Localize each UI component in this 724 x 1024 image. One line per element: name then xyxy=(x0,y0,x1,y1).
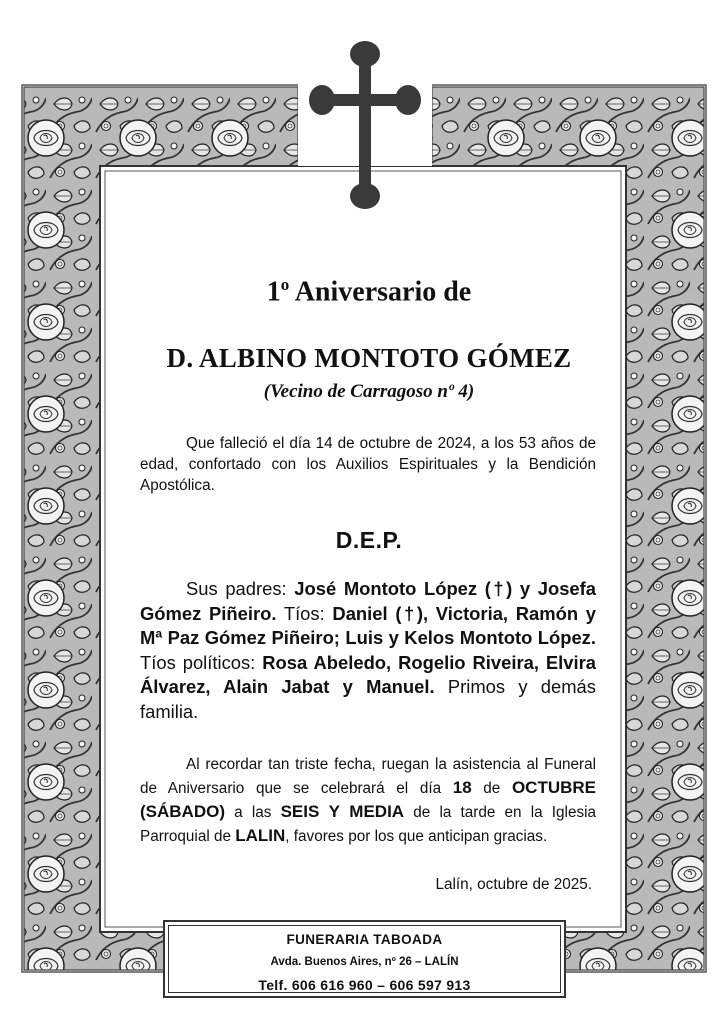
closing-date: Lalín, octubre de 2025. xyxy=(435,876,592,893)
funeral-home-name: FUNERARIA TABOADA xyxy=(286,932,443,947)
parents-label: Sus padres: xyxy=(186,578,295,599)
funeral-text-4: de la tarde en la Iglesia Parroquial de xyxy=(140,804,597,845)
funeral-text-3: a las xyxy=(225,804,281,821)
cross-icon xyxy=(308,40,422,212)
funeral-place: LALIN xyxy=(235,826,286,845)
other-family: Primos y demás familia. xyxy=(140,676,596,722)
anniversary-heading xyxy=(140,275,598,308)
funeral-home-address: Avda. Buenos Aires, nº 26 – LALÍN xyxy=(270,956,459,968)
anniversary-number: 1 xyxy=(266,276,281,308)
funeral-day: 18 xyxy=(452,778,472,797)
inlaws-label: Tíos políticos: xyxy=(140,651,263,673)
funeral-time: SEIS Y MEDIA xyxy=(280,802,405,821)
death-notice: Que falleció el día 14 de octubre de 2024, a los 53 años de edad, confortado con los Auxilios Espirituales y la Bendición Apostólica. xyxy=(140,435,596,494)
funeral-text-5: , favores por los que anticipan gracias. xyxy=(285,828,548,845)
funeral-month: OCTUBRE (SÁBADO) xyxy=(140,778,596,821)
funeral-text-2: de xyxy=(471,780,512,797)
family-paragraph xyxy=(140,577,596,724)
deceased-residence: (Vecino de Carragoso nº 4) xyxy=(263,381,475,402)
inlaws-names: Rosa Abeledo, Rogelio Riveira, Elvira Álvarez, Alain Jabat y Manuel. xyxy=(140,651,596,697)
dep-heading: D.E.P. xyxy=(335,527,403,553)
ordinal-mark: o xyxy=(280,275,290,294)
funeral-home-box xyxy=(163,920,566,998)
anniversary-text: Aniversario de xyxy=(289,276,472,308)
funeral-paragraph xyxy=(140,753,596,848)
parents-names: José Montoto López (†) y Josefa Gómez Piñeiro. xyxy=(140,578,596,624)
uncles-label: Tíos: xyxy=(276,602,333,624)
funeral-text-1: Al recordar tan triste fecha, ruegan la asistencia al Funeral de Aniversario que se celebrará el día xyxy=(140,756,596,797)
funeral-home-phone: Telf. 606 616 960 – 606 597 913 xyxy=(258,977,471,993)
deceased-name: D. ALBINO MONTOTO GÓMEZ xyxy=(166,343,572,373)
uncles-names: Daniel (†), Victoria, Ramón y Mª Paz Gómez Piñeiro; Luis y Kelos Montoto López. xyxy=(140,602,596,648)
